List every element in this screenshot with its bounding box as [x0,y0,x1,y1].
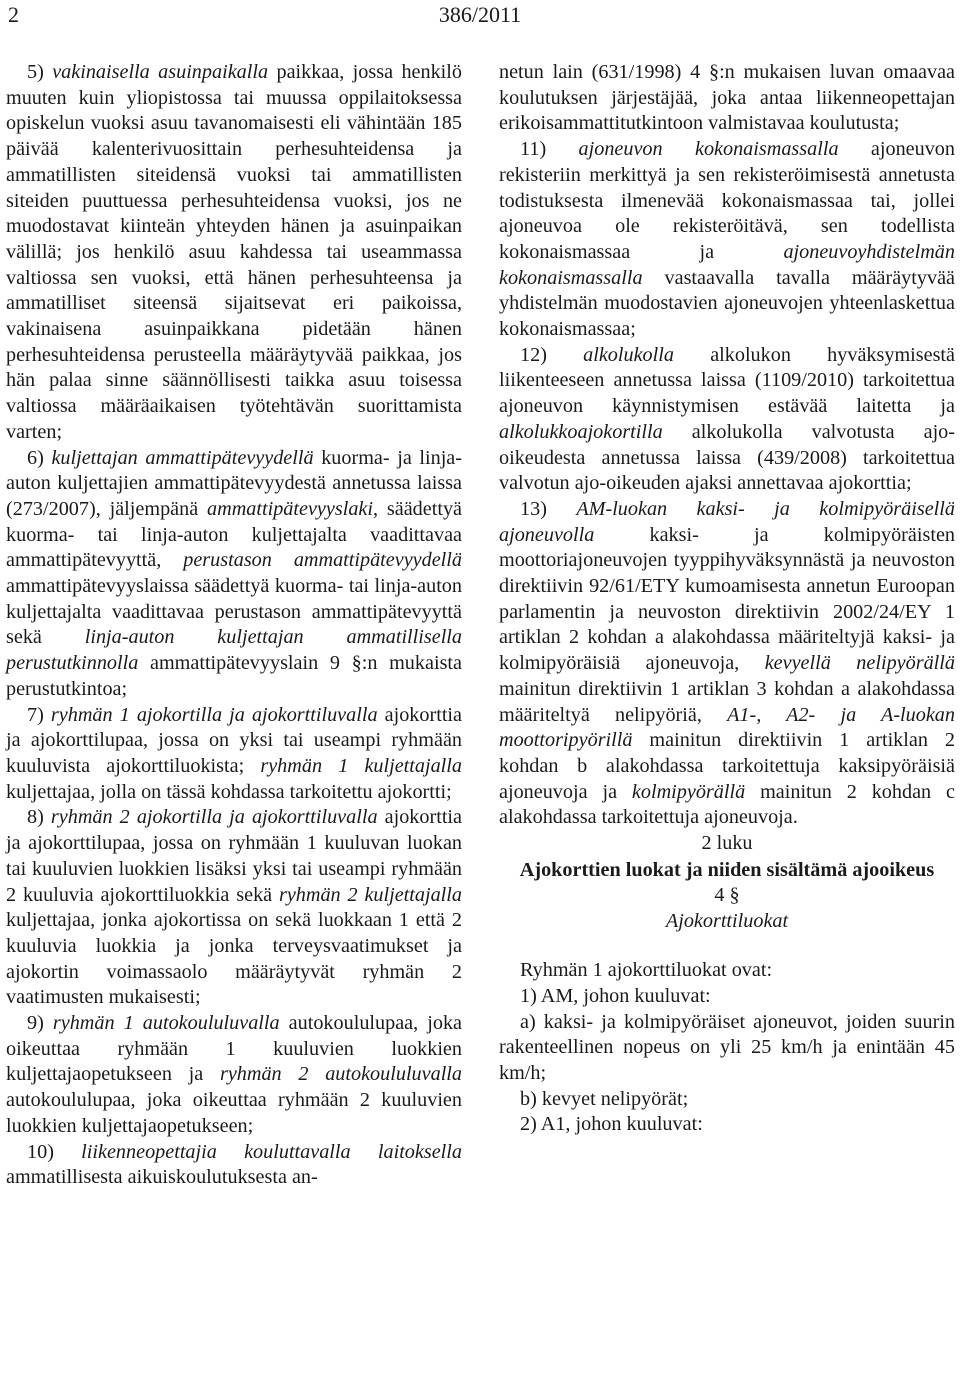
section-paragraph: a) kaksi- ja kolmipyöräiset ajoneuvot, joiden suurin rakenteellinen nopeus on yli 25 km/h ja enintään 45 km/h; [499,1010,955,1085]
right-column [499,60,955,1138]
definition-6: 6) kuljettajan ammattipätevyydellä kuorma- ja linja-auton kuljettajien ammattipätevyydestä annetussa laissa (273/2007), jäljempänä ammattipätevyyslaki, säädettyä kuorma- tai linja-auton kuljettajalta vaadittavaa ammattipätevyyttä, perustason ammattipätevyydellä ammattipätevyyslaissa säädettyä kuorma- tai linja-auton kuljettajalta vaadittavaa perustason ammattipätevyyttä sekä linja-auton kuljettajan ammatillisella perustutkinnolla ammattipätevyyslain 9 §:n mukaista perustutkintoa; [6,446,463,700]
section-paragraph: b) kevyet nelipyörät; [520,1087,689,1110]
definition-11: 11) ajoneuvon kokonaismassalla ajoneuvon rekisteriin merkittyä ja sen rekisteröimisestä annetusta todistuksesta ilmenevää kokonaismassaa tai, jollei ajoneuvoa ole rekisteröitävä, sen todellista kokonaismassaa ja ajoneuvoyhdistelmän kokonaismassalla vastaavalla tavalla määräytyvää yhdistelmän muodostavien ajoneuvojen yhteenlaskettua kokonaismassaa; [499,138,955,341]
section-body [499,958,955,1138]
definition-13: 13) AM-luokan kaksi- ja kolmipyöräisellä ajoneuvolla kaksi- ja kolmipyöräisten moottoriajoneuvojen tyyppihyväksynnästä ja neuvoston direktiivin 92/61/ETY kumoamisesta annetun Euroopan parlamentin ja neuvoston direktiivin 2002/24/EY 1 artiklan 2 kohdan a alakohdassa määriteltyjä kaksi- ja kolmipyöräisiä ajoneuvoja, kevyellä nelipyörällä mainitun direktiivin 1 artiklan 3 kohdan a alakohdassa määriteltyä nelipyöriä, A1-, A2- ja A-luokan moottoripyörillä mainitun direktiivin 1 artiklan 2 kohdan b alakohdassa tarkoitettuja kaksipyöräisiä ajoneuvoja ja kolmipyörällä mainitun 2 kohdan c alakohdassa tarkoitettuja ajoneuvoja. [499,497,955,829]
document-reference: 386/2011 [438,2,522,27]
section-title: Ajokorttiluokat [665,909,789,932]
definition-10-continued: netun lain (631/1998) 4 §:n mukaisen luvan omaavaa koulutuksen järjestäjää, joka antaa liikenneopettajan erikoisammattitutkintoon valmistavaa koulutusta; [499,61,955,135]
section-paragraph: 2) A1, johon kuuluvat: [520,1113,703,1136]
section-paragraph: Ryhmän 1 ajokorttiluokat ovat: [520,959,773,982]
definition-7: 7) ryhmän 1 ajokortilla ja ajokorttiluvalla ajokorttia ja ajokorttilupaa, jossa on yksi tai useampi ryhmään kuuluvista ajokorttiluokista; ryhmän 1 kuljettajalla kuljettajaa, jolla on tässä kohdassa tarkoitettu ajokortti; [6,703,463,803]
chapter-number: 2 luku [701,832,753,855]
section-paragraph: 1) AM, johon kuuluvat: [520,984,711,1007]
definition-12: 12) alkolukolla alkolukon hyväksymisestä liikenteeseen annetussa laissa (1109/2010) tarkoitettua ajoneuvon käynnistymisen estävää laitetta ja alkolukkoajokortilla alkolukolla valvotusta ajo-oikeudesta annetussa laissa (439/2008) tarkoitettua valvotun ajo-oikeuden ajaksi annettavaa ajokorttia; [499,343,955,495]
left-column [6,60,462,1191]
definition-10: 10) liikenneopettajia kouluttavalla laitoksella ammatillisesta aikuiskoulutuksesta an- [6,1140,462,1189]
definition-8: 8) ryhmän 2 ajokortilla ja ajokorttiluvalla ajokorttia ja ajokorttilupaa, jossa on ryhmään 1 kuuluvan luokan tai kuuluvien luokkien lisäksi yksi tai useampi ryhmään 2 kuuluvia ajokorttiluokkia sekä ryhmän 2 kuljettajalla kuljettajaa, jonka ajokortissa on sekä luokkaan 1 että 2 kuuluvia luokkia ja jonka terveysvaatimukset ja ajokortin voimassaolo määräytyvät ryhmän 2 vaatimusten mukaisesti; [6,806,463,1009]
section-number: 4 § [714,883,740,906]
page-number: 2 [8,2,19,27]
definition-9: 9) ryhmän 1 autokoululuvalla autokoululupaa, joka oikeuttaa ryhmään 1 kuuluvien luokkien kuljettajaopetukseen ja ryhmän 2 autokoululuvalla autokoululupaa, joka oikeuttaa ryhmään 2 kuuluvien luokkien kuljettajaopetukseen; [6,1012,463,1137]
chapter-title: Ajokorttien luokat ja niiden sisältämä ajooikeus [519,858,935,881]
definition-5: 5) vakinaisella asuinpaikalla paikkaa, jossa henkilö muuten kuin yliopistossa tai muussa oppilaitoksessa opiskelun vuoksi asuu tavanomaisesti eli vähintään 185 päivää kalenterivuosittain perhesuhteidensa ja ammatillisten siteidensä vuoksi tai ammatillisten siteiden puuttuessa perhesuhteidensa vuoksi, jos ne muodostavat kiinteän yhteyden hänen ja asuinpaikan välillä; jos henkilö asuu kahdessa tai useammassa valtiossa sen vuoksi, että hänen perhesuhteensa ja ammatilliset siteensä sijaitsevat eri paikoissa, vakinaisena asuinpaikkana pidetään hänen perhesuhteidensa perusteella määräytyvää paikkaa, jos hän palaa sinne säännöllisesti taikka asuu toisessa valtiossa määräaikaisen työtehtävän suorittamista varten; [6,61,462,443]
